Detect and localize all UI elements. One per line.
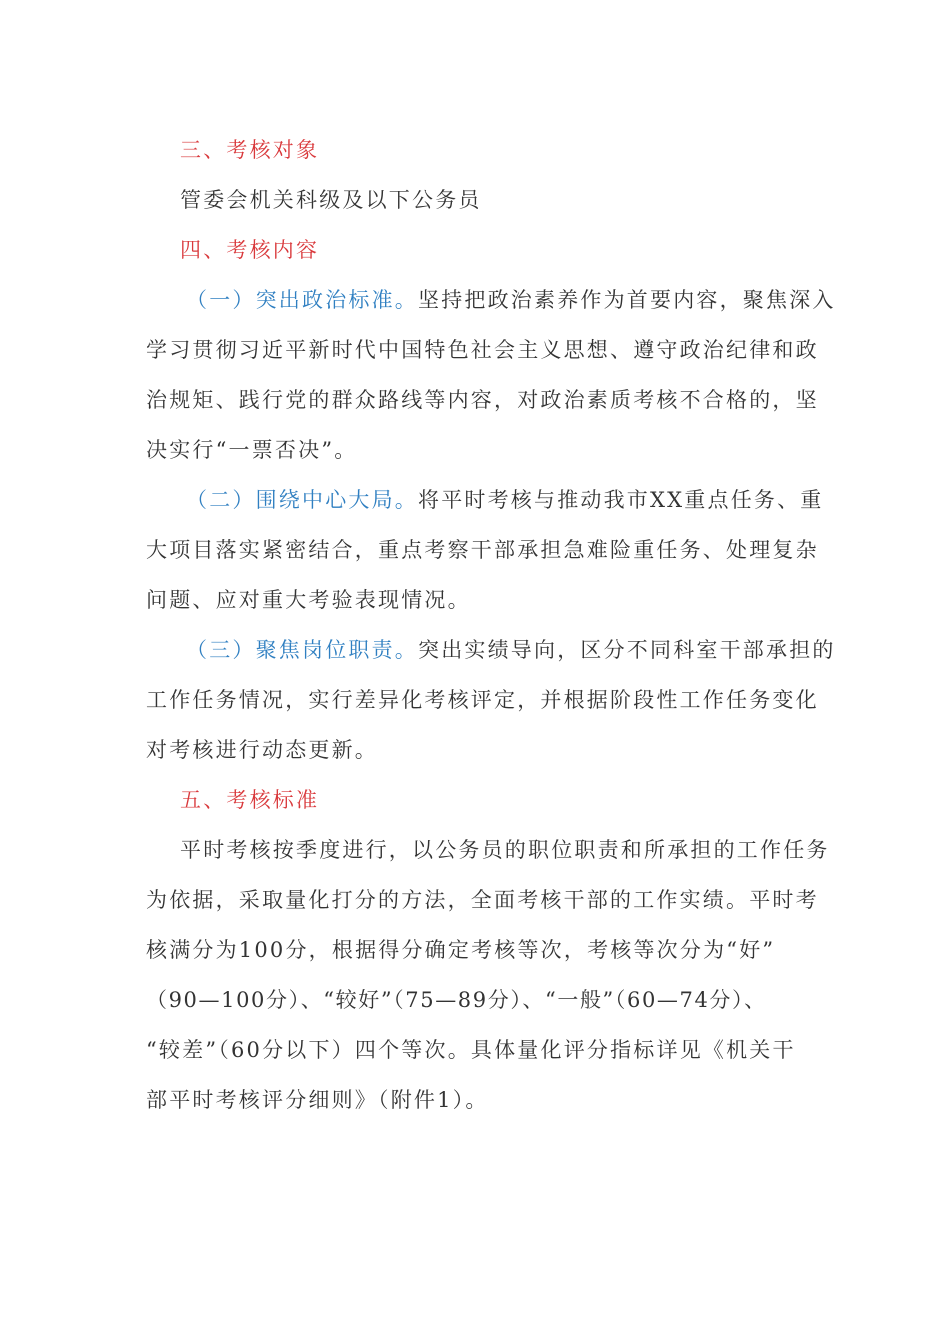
- item-1-line-3: 治规矩、践行党的群众路线等内容，对政治素质考核不合格的，坚: [146, 388, 819, 412]
- item-1-first-line: [146, 275, 836, 325]
- item-3-text: 突出实绩导向，区分不同科室干部承担的: [418, 638, 836, 662]
- section-3-heading: 三、考核对象: [180, 138, 320, 162]
- section-5-line-1: 平时考核按季度进行，以公务员的职位职责和所承担的工作任务: [180, 838, 830, 862]
- item-1-line-2: 学习贯彻习近平新时代中国特色社会主义思想、遵守政治纪律和政: [146, 338, 819, 362]
- section-5-line-5: “较差”（60分以下）四个等次。具体量化评分指标详见《机关干: [146, 1038, 796, 1062]
- item-2-line-2: 大项目落实紧密结合，重点考察干部承担急难险重任务、处理复杂: [146, 538, 819, 562]
- section-5-line-6: 部平时考核评分细则》（附件1）。: [146, 1088, 489, 1112]
- item-2-text: 将平时考核与推动我市XX重点任务、重: [418, 488, 824, 512]
- item-1-line-4: 决实行“一票否决”。: [146, 438, 358, 462]
- section-5-line-2: 为依据，采取量化打分的方法，全面考核干部的工作实绩。平时考: [146, 888, 819, 912]
- item-3-line-2: 工作任务情况，实行差异化考核评定，并根据阶段性工作任务变化: [146, 688, 819, 712]
- item-1-text: 坚持把政治素养作为首要内容，聚焦深入: [418, 288, 836, 312]
- item-3-line-3: 对考核进行动态更新。: [146, 738, 378, 762]
- section-4-heading: 四、考核内容: [180, 238, 320, 262]
- item-3-title: （三）聚焦岗位职责。: [186, 638, 418, 662]
- item-2-first-line: [146, 475, 824, 525]
- item-3-first-line: [146, 625, 836, 675]
- item-2-title: （二）围绕中心大局。: [186, 488, 418, 512]
- document-page: [146, 125, 836, 1125]
- section-5-line-3: 核满分为100分，根据得分确定考核等次，考核等次分为“好”: [146, 938, 776, 962]
- section-3-body: 管委会机关科级及以下公务员: [180, 188, 482, 212]
- item-2-line-3: 问题、应对重大考验表现情况。: [146, 588, 471, 612]
- section-5-line-4: （90—100分）、“较好”（75—89分）、“一般”（60—74分）、: [146, 988, 767, 1012]
- section-5-heading: 五、考核标准: [180, 788, 320, 812]
- item-1-title: （一）突出政治标准。: [186, 288, 418, 312]
